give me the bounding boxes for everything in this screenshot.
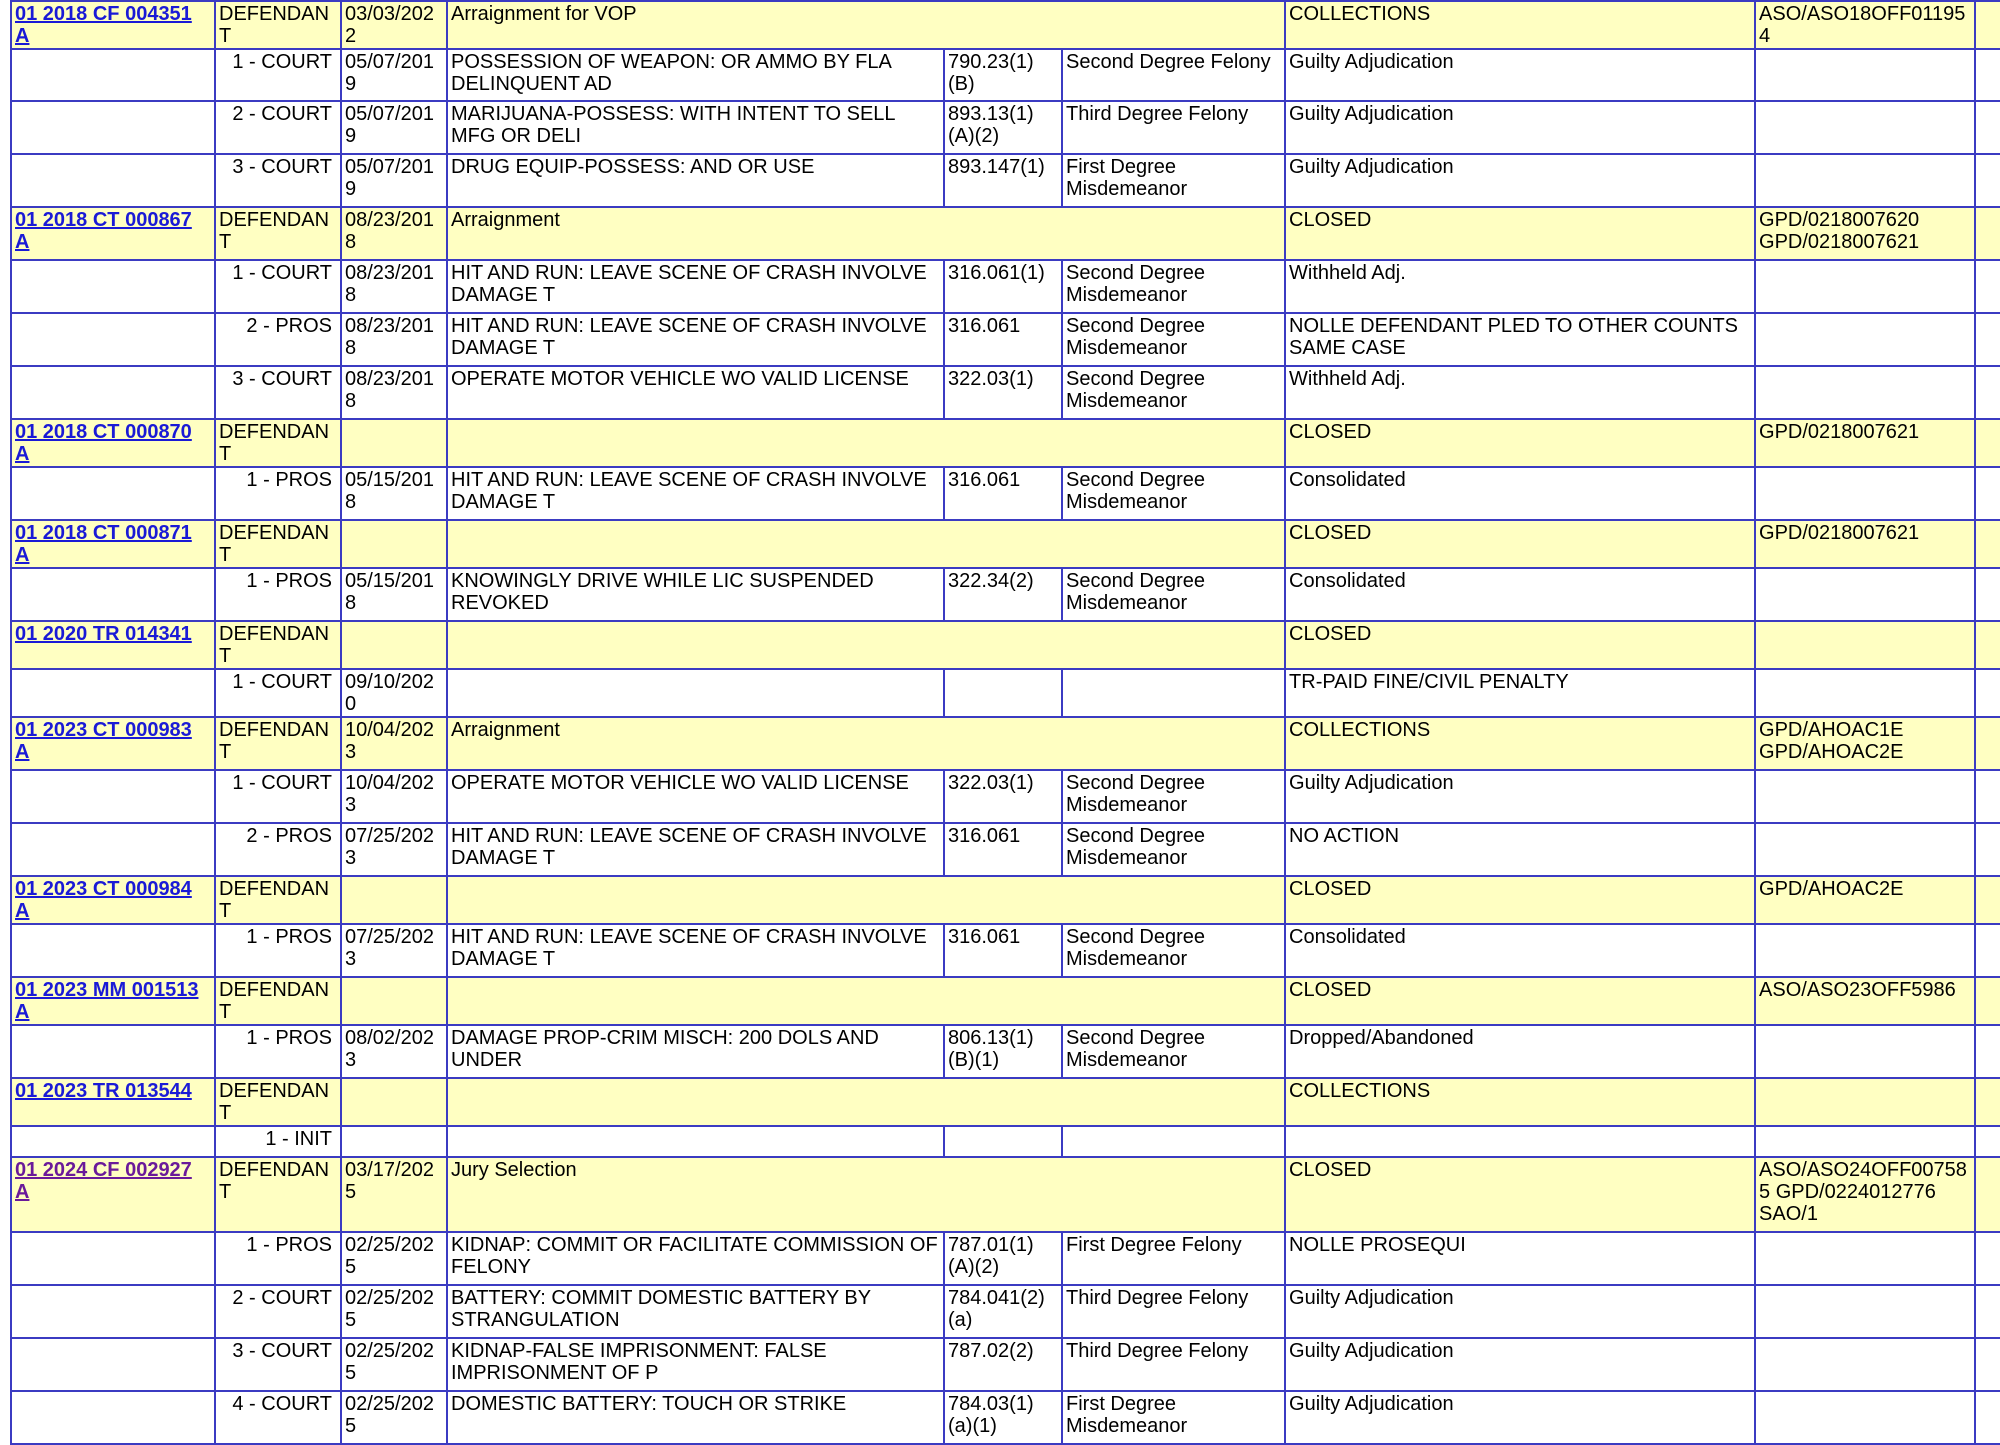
- charge-description: OPERATE MOTOR VEHICLE WO VALID LICENSE: [447, 366, 944, 419]
- charge-row: [11, 1232, 2000, 1285]
- trailing-cell: [1975, 621, 2000, 669]
- charge-disposition: Consolidated: [1285, 467, 1755, 520]
- charge-count: 3 - COURT: [215, 1338, 341, 1391]
- trailing-cell: [1975, 101, 2000, 154]
- charge-blank-cell: [11, 260, 215, 313]
- charge-agency-blank: [1755, 1285, 1975, 1338]
- case-number-link[interactable]: 01 2020 TR 014341: [15, 623, 192, 645]
- charge-date: 07/25/2023: [341, 924, 447, 977]
- charge-row: [11, 770, 2000, 823]
- case-status: CLOSED: [1285, 1157, 1755, 1232]
- agency-report-numbers: GPD/AHOAC1E GPD/AHOAC2E: [1755, 717, 1975, 770]
- charge-row: [11, 1391, 2000, 1444]
- table-body: [11, 1, 2000, 1444]
- charge-blank-cell: [11, 154, 215, 207]
- charge-blank-cell: [11, 1232, 215, 1285]
- charge-date: [341, 1126, 447, 1157]
- charge-statute: 790.23(1)(B): [944, 49, 1062, 101]
- case-number-link[interactable]: 01 2018 CT 000867 A: [15, 209, 192, 253]
- charge-count: 2 - PROS: [215, 823, 341, 876]
- charge-count: 3 - COURT: [215, 154, 341, 207]
- charge-degree: Second Degree Misdemeanor: [1062, 770, 1285, 823]
- charge-degree: Second Degree Misdemeanor: [1062, 467, 1285, 520]
- charge-description: DAMAGE PROP-CRIM MISCH: 200 DOLS AND UNDER: [447, 1025, 944, 1078]
- charge-agency-blank: [1755, 568, 1975, 621]
- charge-statute: 316.061: [944, 823, 1062, 876]
- event-date: 03/03/2022: [341, 1, 447, 49]
- trailing-cell: [1975, 366, 2000, 419]
- charge-disposition: Guilty Adjudication: [1285, 101, 1755, 154]
- charge-blank-cell: [11, 1338, 215, 1391]
- event-description: Jury Selection: [447, 1157, 1285, 1232]
- charge-date: 08/23/2018: [341, 366, 447, 419]
- party-role: DEFENDANT: [215, 977, 341, 1025]
- charge-agency-blank: [1755, 1232, 1975, 1285]
- trailing-cell: [1975, 313, 2000, 366]
- charge-date: 02/25/2025: [341, 1391, 447, 1444]
- charge-disposition: [1285, 1126, 1755, 1157]
- charge-date: 08/23/2018: [341, 313, 447, 366]
- charge-statute: 316.061: [944, 313, 1062, 366]
- agency-report-numbers: GPD/0218007620 GPD/0218007621: [1755, 207, 1975, 260]
- charge-row: [11, 568, 2000, 621]
- charge-count: 1 - PROS: [215, 924, 341, 977]
- charge-date: 07/25/2023: [341, 823, 447, 876]
- charge-count: 1 - PROS: [215, 467, 341, 520]
- charge-description: [447, 669, 944, 717]
- charge-count: 1 - COURT: [215, 770, 341, 823]
- event-date: [341, 520, 447, 568]
- charge-row: [11, 467, 2000, 520]
- charge-description: HIT AND RUN: LEAVE SCENE OF CRASH INVOLVE DAMAGE T: [447, 260, 944, 313]
- trailing-cell: [1975, 154, 2000, 207]
- charge-agency-blank: [1755, 101, 1975, 154]
- case-row: [11, 419, 2000, 467]
- case-list-container: [10, 0, 2000, 1445]
- charge-description: MARIJUANA-POSSESS: WITH INTENT TO SELL MFG OR DELI: [447, 101, 944, 154]
- trailing-cell: [1975, 1, 2000, 49]
- charge-agency-blank: [1755, 823, 1975, 876]
- charge-statute: 893.13(1)(A)(2): [944, 101, 1062, 154]
- charge-date: 05/07/2019: [341, 101, 447, 154]
- trailing-cell: [1975, 419, 2000, 467]
- charge-statute: 784.041(2)(a): [944, 1285, 1062, 1338]
- party-role: DEFENDANT: [215, 207, 341, 260]
- charge-statute: 322.03(1): [944, 366, 1062, 419]
- trailing-cell: [1975, 924, 2000, 977]
- trailing-cell: [1975, 49, 2000, 101]
- charge-statute: 787.01(1)(A)(2): [944, 1232, 1062, 1285]
- event-date: 08/23/2018: [341, 207, 447, 260]
- case-row: [11, 520, 2000, 568]
- charge-description: OPERATE MOTOR VEHICLE WO VALID LICENSE: [447, 770, 944, 823]
- charge-row: [11, 366, 2000, 419]
- charge-count: 1 - PROS: [215, 1025, 341, 1078]
- trailing-cell: [1975, 1025, 2000, 1078]
- charge-degree: [1062, 669, 1285, 717]
- case-number-link[interactable]: 01 2023 TR 013544: [15, 1080, 192, 1102]
- charge-blank-cell: [11, 1025, 215, 1078]
- event-date: [341, 621, 447, 669]
- charge-description: KIDNAP-FALSE IMPRISONMENT: FALSE IMPRISONMENT OF P: [447, 1338, 944, 1391]
- trailing-cell: [1975, 717, 2000, 770]
- charge-agency-blank: [1755, 366, 1975, 419]
- charge-statute: 316.061: [944, 924, 1062, 977]
- event-description: Arraignment: [447, 717, 1285, 770]
- charge-disposition: NOLLE PROSEQUI: [1285, 1232, 1755, 1285]
- charge-disposition: Dropped/Abandoned: [1285, 1025, 1755, 1078]
- charge-count: 2 - COURT: [215, 1285, 341, 1338]
- charge-statute: 322.03(1): [944, 770, 1062, 823]
- trailing-cell: [1975, 568, 2000, 621]
- charge-disposition: NO ACTION: [1285, 823, 1755, 876]
- charge-agency-blank: [1755, 770, 1975, 823]
- charge-count: 3 - COURT: [215, 366, 341, 419]
- charge-disposition: Withheld Adj.: [1285, 366, 1755, 419]
- agency-report-numbers: ASO/ASO23OFF5986: [1755, 977, 1975, 1025]
- case-number-cell: [11, 207, 215, 260]
- charge-disposition: Withheld Adj.: [1285, 260, 1755, 313]
- agency-report-numbers: GPD/AHOAC2E: [1755, 876, 1975, 924]
- charge-blank-cell: [11, 1126, 215, 1157]
- charge-description: DOMESTIC BATTERY: TOUCH OR STRIKE: [447, 1391, 944, 1444]
- charge-statute: 806.13(1)(B)(1): [944, 1025, 1062, 1078]
- case-number-cell: [11, 977, 215, 1025]
- charge-row: [11, 1025, 2000, 1078]
- charge-disposition: Guilty Adjudication: [1285, 1391, 1755, 1444]
- charge-disposition: Consolidated: [1285, 568, 1755, 621]
- charge-disposition: Guilty Adjudication: [1285, 770, 1755, 823]
- trailing-cell: [1975, 1338, 2000, 1391]
- agency-report-numbers: [1755, 621, 1975, 669]
- charge-date: 09/10/2020: [341, 669, 447, 717]
- charge-disposition: Guilty Adjudication: [1285, 1285, 1755, 1338]
- event-description: Arraignment: [447, 207, 1285, 260]
- charge-date: 05/15/2018: [341, 467, 447, 520]
- charge-agency-blank: [1755, 669, 1975, 717]
- party-role: DEFENDANT: [215, 520, 341, 568]
- charge-date: 02/25/2025: [341, 1285, 447, 1338]
- case-number-link[interactable]: 01 2018 CT 000871 A: [15, 522, 192, 566]
- charge-statute: [944, 669, 1062, 717]
- charge-degree: First Degree Felony: [1062, 1232, 1285, 1285]
- case-status: COLLECTIONS: [1285, 1078, 1755, 1126]
- case-row: [11, 621, 2000, 669]
- case-status: CLOSED: [1285, 207, 1755, 260]
- charge-count: 2 - PROS: [215, 313, 341, 366]
- party-role: DEFENDANT: [215, 419, 341, 467]
- trailing-cell: [1975, 770, 2000, 823]
- case-row: [11, 876, 2000, 924]
- event-description: [447, 876, 1285, 924]
- party-role: DEFENDANT: [215, 876, 341, 924]
- agency-report-numbers: GPD/0218007621: [1755, 520, 1975, 568]
- charge-disposition: Guilty Adjudication: [1285, 49, 1755, 101]
- case-number-link[interactable]: 01 2018 CF 004351 A: [15, 3, 192, 47]
- charge-count: 2 - COURT: [215, 101, 341, 154]
- case-number-cell: [11, 419, 215, 467]
- case-charges-table: [10, 0, 2000, 1445]
- charge-date: 05/07/2019: [341, 49, 447, 101]
- event-description: Arraignment for VOP: [447, 1, 1285, 49]
- charge-degree: Second Degree Misdemeanor: [1062, 1025, 1285, 1078]
- case-row: [11, 207, 2000, 260]
- charge-row: [11, 823, 2000, 876]
- charge-agency-blank: [1755, 1338, 1975, 1391]
- charge-description: DRUG EQUIP-POSSESS: AND OR USE: [447, 154, 944, 207]
- charge-blank-cell: [11, 924, 215, 977]
- charge-row: [11, 1285, 2000, 1338]
- charge-agency-blank: [1755, 1025, 1975, 1078]
- charge-degree: Second Degree Misdemeanor: [1062, 924, 1285, 977]
- charge-statute: 316.061: [944, 467, 1062, 520]
- case-number-link[interactable]: 01 2023 CT 000984 A: [15, 878, 192, 922]
- charge-row: [11, 101, 2000, 154]
- charge-row: [11, 49, 2000, 101]
- case-number-link[interactable]: 01 2023 CT 000983 A: [15, 719, 192, 763]
- case-number-cell: [11, 1, 215, 49]
- trailing-cell: [1975, 1157, 2000, 1232]
- case-number-cell: [11, 520, 215, 568]
- charge-count: 4 - COURT: [215, 1391, 341, 1444]
- charge-description: [447, 1126, 944, 1157]
- charge-disposition: Guilty Adjudication: [1285, 1338, 1755, 1391]
- party-role: DEFENDANT: [215, 717, 341, 770]
- charge-statute: 784.03(1)(a)(1): [944, 1391, 1062, 1444]
- charge-degree: Second Degree Misdemeanor: [1062, 823, 1285, 876]
- charge-row: [11, 260, 2000, 313]
- charge-count: 1 - PROS: [215, 568, 341, 621]
- event-date: [341, 977, 447, 1025]
- case-number-cell: [11, 1157, 215, 1232]
- charge-agency-blank: [1755, 154, 1975, 207]
- charge-description: POSSESSION OF WEAPON: OR AMMO BY FLA DELINQUENT AD: [447, 49, 944, 101]
- charge-agency-blank: [1755, 924, 1975, 977]
- charge-degree: Second Degree Misdemeanor: [1062, 313, 1285, 366]
- party-role: DEFENDANT: [215, 1157, 341, 1232]
- charge-blank-cell: [11, 313, 215, 366]
- charge-degree: Third Degree Felony: [1062, 1285, 1285, 1338]
- charge-disposition: NOLLE DEFENDANT PLED TO OTHER COUNTS SAME CASE: [1285, 313, 1755, 366]
- charge-degree: Second Degree Misdemeanor: [1062, 568, 1285, 621]
- case-row: [11, 717, 2000, 770]
- agency-report-numbers: [1755, 1078, 1975, 1126]
- case-row: [11, 977, 2000, 1025]
- charge-description: HIT AND RUN: LEAVE SCENE OF CRASH INVOLVE DAMAGE T: [447, 313, 944, 366]
- case-status: CLOSED: [1285, 977, 1755, 1025]
- case-status: CLOSED: [1285, 520, 1755, 568]
- trailing-cell: [1975, 1285, 2000, 1338]
- event-description: [447, 419, 1285, 467]
- case-status: CLOSED: [1285, 419, 1755, 467]
- case-row: [11, 1157, 2000, 1232]
- trailing-cell: [1975, 467, 2000, 520]
- charge-date: 02/25/2025: [341, 1232, 447, 1285]
- charge-row: [11, 1338, 2000, 1391]
- charge-blank-cell: [11, 669, 215, 717]
- charge-description: KIDNAP: COMMIT OR FACILITATE COMMISSION OF FELONY: [447, 1232, 944, 1285]
- charge-date: 10/04/2023: [341, 770, 447, 823]
- event-description: [447, 1078, 1285, 1126]
- charge-degree: Second Degree Misdemeanor: [1062, 260, 1285, 313]
- charge-blank-cell: [11, 101, 215, 154]
- case-number-link[interactable]: 01 2024 CF 002927 A: [15, 1159, 192, 1203]
- event-date: [341, 419, 447, 467]
- charge-blank-cell: [11, 467, 215, 520]
- charge-statute: 787.02(2): [944, 1338, 1062, 1391]
- agency-report-numbers: ASO/ASO24OFF007585 GPD/0224012776 SAO/1: [1755, 1157, 1975, 1232]
- charge-date: 05/07/2019: [341, 154, 447, 207]
- event-description: [447, 520, 1285, 568]
- charge-count: 1 - PROS: [215, 1232, 341, 1285]
- charge-description: KNOWINGLY DRIVE WHILE LIC SUSPENDED REVOKED: [447, 568, 944, 621]
- charge-blank-cell: [11, 1285, 215, 1338]
- charge-disposition: TR-PAID FINE/CIVIL PENALTY: [1285, 669, 1755, 717]
- charge-row: [11, 924, 2000, 977]
- charge-date: 05/15/2018: [341, 568, 447, 621]
- case-status: CLOSED: [1285, 621, 1755, 669]
- charge-agency-blank: [1755, 1126, 1975, 1157]
- charge-description: BATTERY: COMMIT DOMESTIC BATTERY BY STRANGULATION: [447, 1285, 944, 1338]
- charge-description: HIT AND RUN: LEAVE SCENE OF CRASH INVOLVE DAMAGE T: [447, 467, 944, 520]
- charge-disposition: Guilty Adjudication: [1285, 154, 1755, 207]
- party-role: DEFENDANT: [215, 621, 341, 669]
- event-description: [447, 621, 1285, 669]
- charge-degree: Third Degree Felony: [1062, 1338, 1285, 1391]
- charge-agency-blank: [1755, 1391, 1975, 1444]
- charge-statute: 893.147(1): [944, 154, 1062, 207]
- agency-report-numbers: GPD/0218007621: [1755, 419, 1975, 467]
- case-number-cell: [11, 1078, 215, 1126]
- charge-blank-cell: [11, 366, 215, 419]
- charge-date: 02/25/2025: [341, 1338, 447, 1391]
- charge-agency-blank: [1755, 260, 1975, 313]
- charge-agency-blank: [1755, 313, 1975, 366]
- charge-degree: First Degree Misdemeanor: [1062, 154, 1285, 207]
- trailing-cell: [1975, 1126, 2000, 1157]
- trailing-cell: [1975, 207, 2000, 260]
- trailing-cell: [1975, 1078, 2000, 1126]
- charge-statute: 322.34(2): [944, 568, 1062, 621]
- charge-count: 1 - COURT: [215, 669, 341, 717]
- event-date: 03/17/2025: [341, 1157, 447, 1232]
- trailing-cell: [1975, 260, 2000, 313]
- party-role: DEFENDANT: [215, 1, 341, 49]
- event-date: 10/04/2023: [341, 717, 447, 770]
- trailing-cell: [1975, 1232, 2000, 1285]
- charge-count: 1 - INIT: [215, 1126, 341, 1157]
- case-number-cell: [11, 717, 215, 770]
- trailing-cell: [1975, 823, 2000, 876]
- trailing-cell: [1975, 876, 2000, 924]
- charge-degree: Third Degree Felony: [1062, 101, 1285, 154]
- charge-row: [11, 669, 2000, 717]
- trailing-cell: [1975, 1391, 2000, 1444]
- charge-row: [11, 1126, 2000, 1157]
- charge-row: [11, 154, 2000, 207]
- charge-row: [11, 313, 2000, 366]
- charge-blank-cell: [11, 49, 215, 101]
- charge-blank-cell: [11, 823, 215, 876]
- trailing-cell: [1975, 669, 2000, 717]
- charge-agency-blank: [1755, 467, 1975, 520]
- charge-blank-cell: [11, 1391, 215, 1444]
- case-number-link[interactable]: 01 2023 MM 001513 A: [15, 979, 199, 1023]
- charge-blank-cell: [11, 770, 215, 823]
- charge-count: 1 - COURT: [215, 49, 341, 101]
- charge-description: HIT AND RUN: LEAVE SCENE OF CRASH INVOLVE DAMAGE T: [447, 823, 944, 876]
- case-status: CLOSED: [1285, 876, 1755, 924]
- agency-report-numbers: ASO/ASO18OFF011954: [1755, 1, 1975, 49]
- charge-description: HIT AND RUN: LEAVE SCENE OF CRASH INVOLVE DAMAGE T: [447, 924, 944, 977]
- case-status: COLLECTIONS: [1285, 1, 1755, 49]
- charge-disposition: Consolidated: [1285, 924, 1755, 977]
- case-row: [11, 1078, 2000, 1126]
- charge-blank-cell: [11, 568, 215, 621]
- trailing-cell: [1975, 520, 2000, 568]
- charge-degree: [1062, 1126, 1285, 1157]
- charge-date: 08/02/2023: [341, 1025, 447, 1078]
- charge-degree: Second Degree Misdemeanor: [1062, 366, 1285, 419]
- charge-agency-blank: [1755, 49, 1975, 101]
- case-number-link[interactable]: 01 2018 CT 000870 A: [15, 421, 192, 465]
- event-description: [447, 977, 1285, 1025]
- charge-degree: First Degree Misdemeanor: [1062, 1391, 1285, 1444]
- charge-date: 08/23/2018: [341, 260, 447, 313]
- case-status: COLLECTIONS: [1285, 717, 1755, 770]
- trailing-cell: [1975, 977, 2000, 1025]
- event-date: [341, 876, 447, 924]
- case-row: [11, 1, 2000, 49]
- case-number-cell: [11, 621, 215, 669]
- charge-statute: 316.061(1): [944, 260, 1062, 313]
- charge-count: 1 - COURT: [215, 260, 341, 313]
- case-number-cell: [11, 876, 215, 924]
- party-role: DEFENDANT: [215, 1078, 341, 1126]
- charge-statute: [944, 1126, 1062, 1157]
- event-date: [341, 1078, 447, 1126]
- charge-degree: Second Degree Felony: [1062, 49, 1285, 101]
